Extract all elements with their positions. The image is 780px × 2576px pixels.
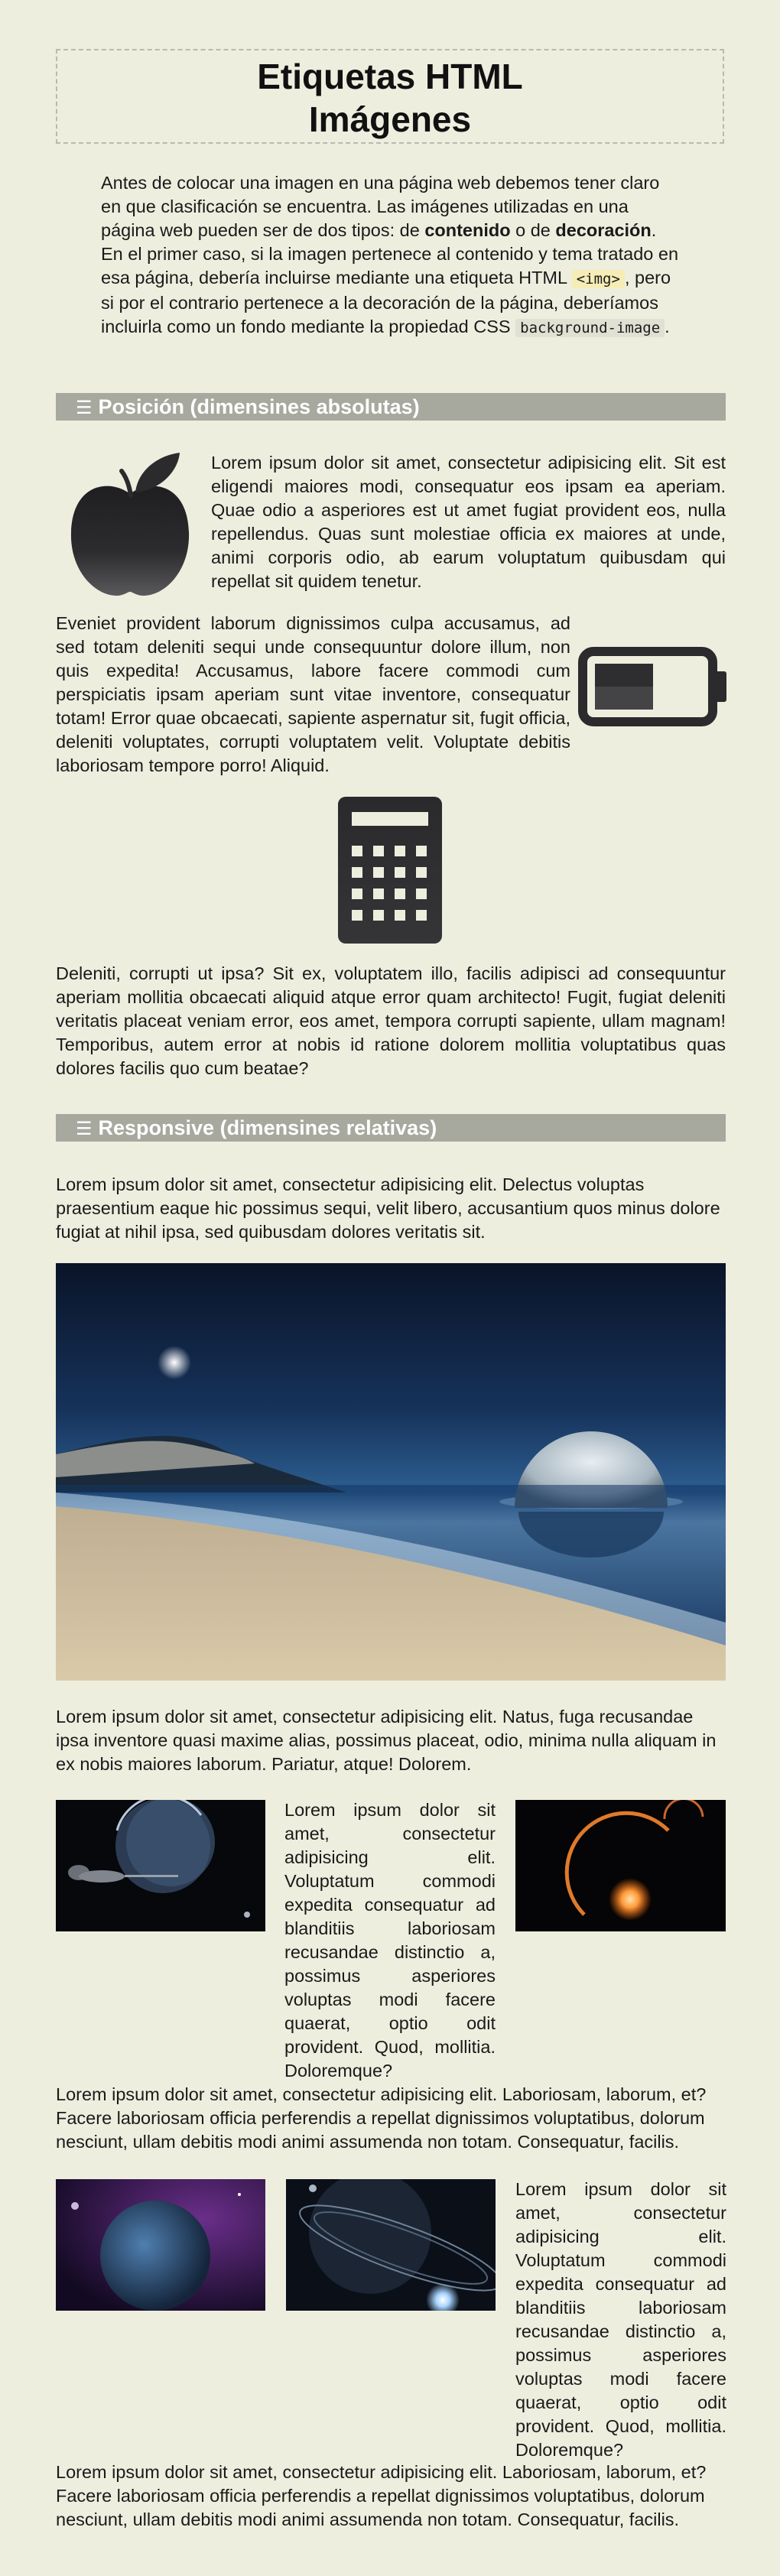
menu-icon: ☰ [76, 1119, 93, 1139]
menu-icon: ☰ [76, 398, 93, 418]
apple-icon [65, 448, 195, 601]
battery-paragraph: Eveniet provident laborum dignissimos culpa accusamus, ad sed totam deleniti sequi unde consequuntur dolore illum, non quis expedita! Accusamus, labore facere commodi cum perspiciatis ipsam aperiam sunt vitae inventore, consequatur totam! Error quae obcaecati, sapiente aspernatur sit, fugit officia, deleniti voluptates, corrupti voluptatem velit. Voluptate debitis laboriosam tempore porro! Aliquid. [56, 613, 570, 775]
intro-text-1: Antes de colocar una imagen en una página web debemos tener claro en que clasificación se encuentra. Las imágenes utilizadas en una página web pueden ser de dos tipos: de [101, 173, 660, 240]
section-heading-label: Responsive (dimensines relativas) [98, 1116, 437, 1139]
ringed-planet-image [286, 2179, 496, 2311]
page-subtitle: Imágenes [308, 99, 472, 139]
intro-text-2: o de [510, 220, 556, 240]
calculator-paragraph: Deleniti, corrupti ut ipsa? Sit ex, voluptatem illo, facilis adipisci ad consequuntur aperiam mollitia obcaecati aliquid atque error quam architecto! Fugit, fugiat deleniti veritatis placeat veniam error, eos amet, tempora corrupti sapiente, ullam magnam! Temporibus, autem error at nobis id ratione dolorem mollitia voluptatibus quas dolores facilis quo cum beatae? [56, 963, 726, 1078]
intro-text-5: . [665, 317, 670, 336]
orange-planet-image [515, 1800, 726, 1931]
code-img-tag: <img> [572, 270, 625, 288]
apple-paragraph: Lorem ipsum dolor sit amet, consectetur adipisicing elit. Sit est eligendi maiores modi, consequatur eos ipsam ea aperiam. Quae odio a asperiores est ut amet fugiat provident eos, nulla repellendus. Quas sunt molestiae officia ex maiores at unde, animi corporis odio, ab earum voluptatum quibusdam qui repellat sit quidem tenetur. [211, 453, 726, 591]
section-heading-label: Posición (dimensines absolutas) [98, 395, 420, 418]
intro-text-3: . En el primer caso, si la imagen pertenece al contenido y tema tratado en esa página, debería incluirse mediante una etiqueta HTML [101, 220, 679, 287]
responsive-middle-paragraph-2: Lorem ipsum dolor sit amet, consectetur adipisicing elit. Voluptatum commodi expedita consequatur ad blanditiis laboriosam recusandae distinctio a, possimus asperiores voluptas modi facere quaerat, optio odit provident. Quod, mollitia. Doloremque? [515, 2179, 726, 2460]
page-title: Etiquetas HTML [257, 57, 523, 96]
page-title-box [56, 49, 724, 144]
section-heading-responsive [56, 1114, 726, 1142]
beach-moon-image [56, 1263, 726, 1681]
responsive-paragraph-2: Lorem ipsum dolor sit amet, consectetur adipisicing elit. Natus, fuga recusandae ipsa inventore quasi maxime alias, possimus placeat, odio, minima nulla aliquam in ex nobis maiores laborum. Pariatur, atque! Dolorem. [56, 1707, 717, 1774]
responsive-paragraph-4: Lorem ipsum dolor sit amet, consectetur adipisicing elit. Laboriosam, laborum, et? Facere laboriosam officia perferendis a repellat dignissimos voluptatibus, dolorum nesciunt, ullam debitis modi animi assumenda non totam. Consequatur, facilis. [56, 2462, 707, 2529]
intro-paragraph [101, 171, 682, 340]
responsive-paragraph-1: Lorem ipsum dolor sit amet, consectetur adipisicing elit. Delectus voluptas praesentium eaque hic possimus sequi, velit libero, accusantium quos minus dolore fugiat at nihil ipsa, sed quibusdam dolores veritatis sit. [56, 1174, 720, 1242]
code-background-image: background-image [515, 319, 665, 337]
section-heading-position [56, 393, 726, 421]
intro-bold-content: contenido [424, 220, 511, 240]
responsive-paragraph-3: Lorem ipsum dolor sit amet, consectetur adipisicing elit. Laboriosam, laborum, et? Facere laboriosam officia perferendis a repellat dignissimos voluptatibus, dolorum nesciunt, ullam debitis modi animi assumenda non totam. Consequatur, facilis. [56, 2084, 707, 2152]
responsive-middle-paragraph-1: Lorem ipsum dolor sit amet, consectetur adipisicing elit. Voluptatum commodi expedita consequatur ad blanditiis laboriosam recusandae distinctio a, possimus asperiores voluptas modi facere quaerat, optio odit provident. Quod, mollitia. Doloremque? [284, 1800, 496, 2081]
intro-bold-decoration: decoración [555, 220, 652, 240]
calculator-icon [336, 795, 444, 945]
spaceship-planet-image [56, 1800, 265, 1931]
intro-text-4: , pero si por el contrario pertenece a la decoración de la página, deberíamos incluirla como un fondo mediante la propiedad CSS [101, 268, 671, 336]
purple-planet-image [56, 2179, 265, 2311]
battery-icon [578, 647, 728, 726]
